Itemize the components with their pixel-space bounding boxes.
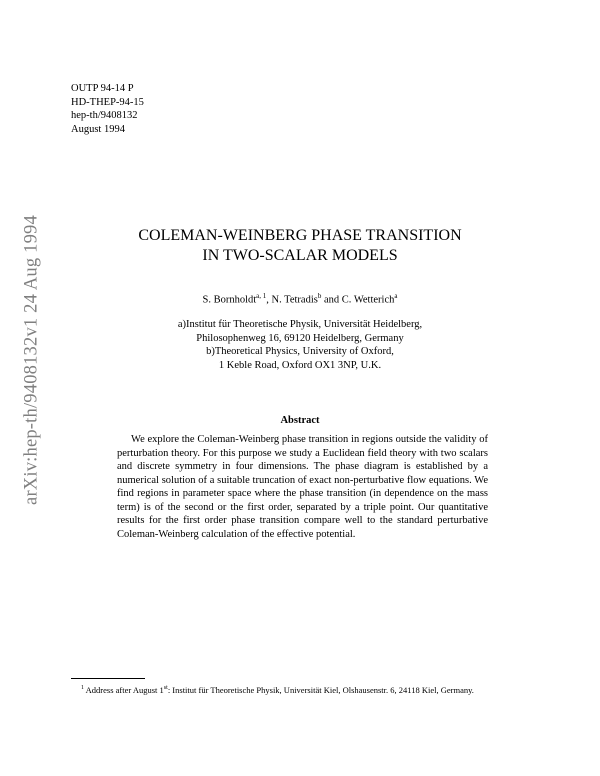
arxiv-stamp: arXiv:hep-th/9408132v1 24 Aug 1994 <box>21 215 42 505</box>
affiliation-line: b)Theoretical Physics, University of Oxford, <box>206 346 394 357</box>
abstract-body: We explore the Coleman-Weinberg phase transition in regions outside the validity of perturbation theory. For this purpose we study a Euclidean field theory with two scalars and discrete symmetry in four dimensions. The phase diagram is established by a numerical solution of a suitable truncation of exact non-perturbative flow equations. We find regions in parameter space where the phase transition (in dependence on the mass term) is of the second or the first order, separated by a triple point. Our quantitative results for the first order phase transition compare well to the standard perturbative Coleman-Weinberg calculation of the effective potential. <box>117 434 488 540</box>
footnote-marker: 1 <box>81 685 84 691</box>
author-affiliation-mark: a, 1 <box>256 292 267 300</box>
affiliation-line: Philosophenweg 16, 69120 Heidelberg, Germany <box>196 332 404 344</box>
report-numbers <box>71 82 144 136</box>
footnote-text: Address after August 1 <box>84 684 164 695</box>
affiliation-line: a)Institut für Theoretische Physik, Universität Heidelberg, <box>177 319 423 330</box>
affiliation-line: 1 Keble Road, Oxford OX1 3NP, U.K. <box>218 359 382 371</box>
author-affiliation-mark: b <box>317 292 322 300</box>
author-separator: and <box>321 294 342 306</box>
title-line-2: IN TWO-SCALAR MODELS <box>202 247 398 264</box>
author-separator: , <box>266 294 272 306</box>
footnote-ordinal: st <box>163 685 168 691</box>
report-number: OUTP 94-14 P <box>71 83 134 94</box>
author-name: C. Wetterich <box>341 294 395 306</box>
report-date: August 1994 <box>71 123 125 135</box>
author-name: S. Bornholdt <box>202 294 257 306</box>
author-affiliation-mark: a <box>394 292 398 300</box>
author-list <box>0 292 600 306</box>
report-number: hep-th/9408132 <box>71 110 138 121</box>
affiliations <box>0 318 600 372</box>
title-line-1: COLEMAN-WEINBERG PHASE TRANSITION <box>138 227 462 244</box>
footnote <box>71 682 518 696</box>
author-name: N. Tetradis <box>271 294 318 306</box>
footnote-divider <box>71 678 145 679</box>
footnote-text: : Institut für Theoretische Physik, Universität Kiel, Olshausenstr. 6, 24118 Kiel, Germany. <box>167 684 474 695</box>
abstract-heading: Abstract <box>280 415 320 426</box>
paper-title <box>0 226 600 266</box>
report-number: HD-THEP-94-15 <box>71 96 144 108</box>
